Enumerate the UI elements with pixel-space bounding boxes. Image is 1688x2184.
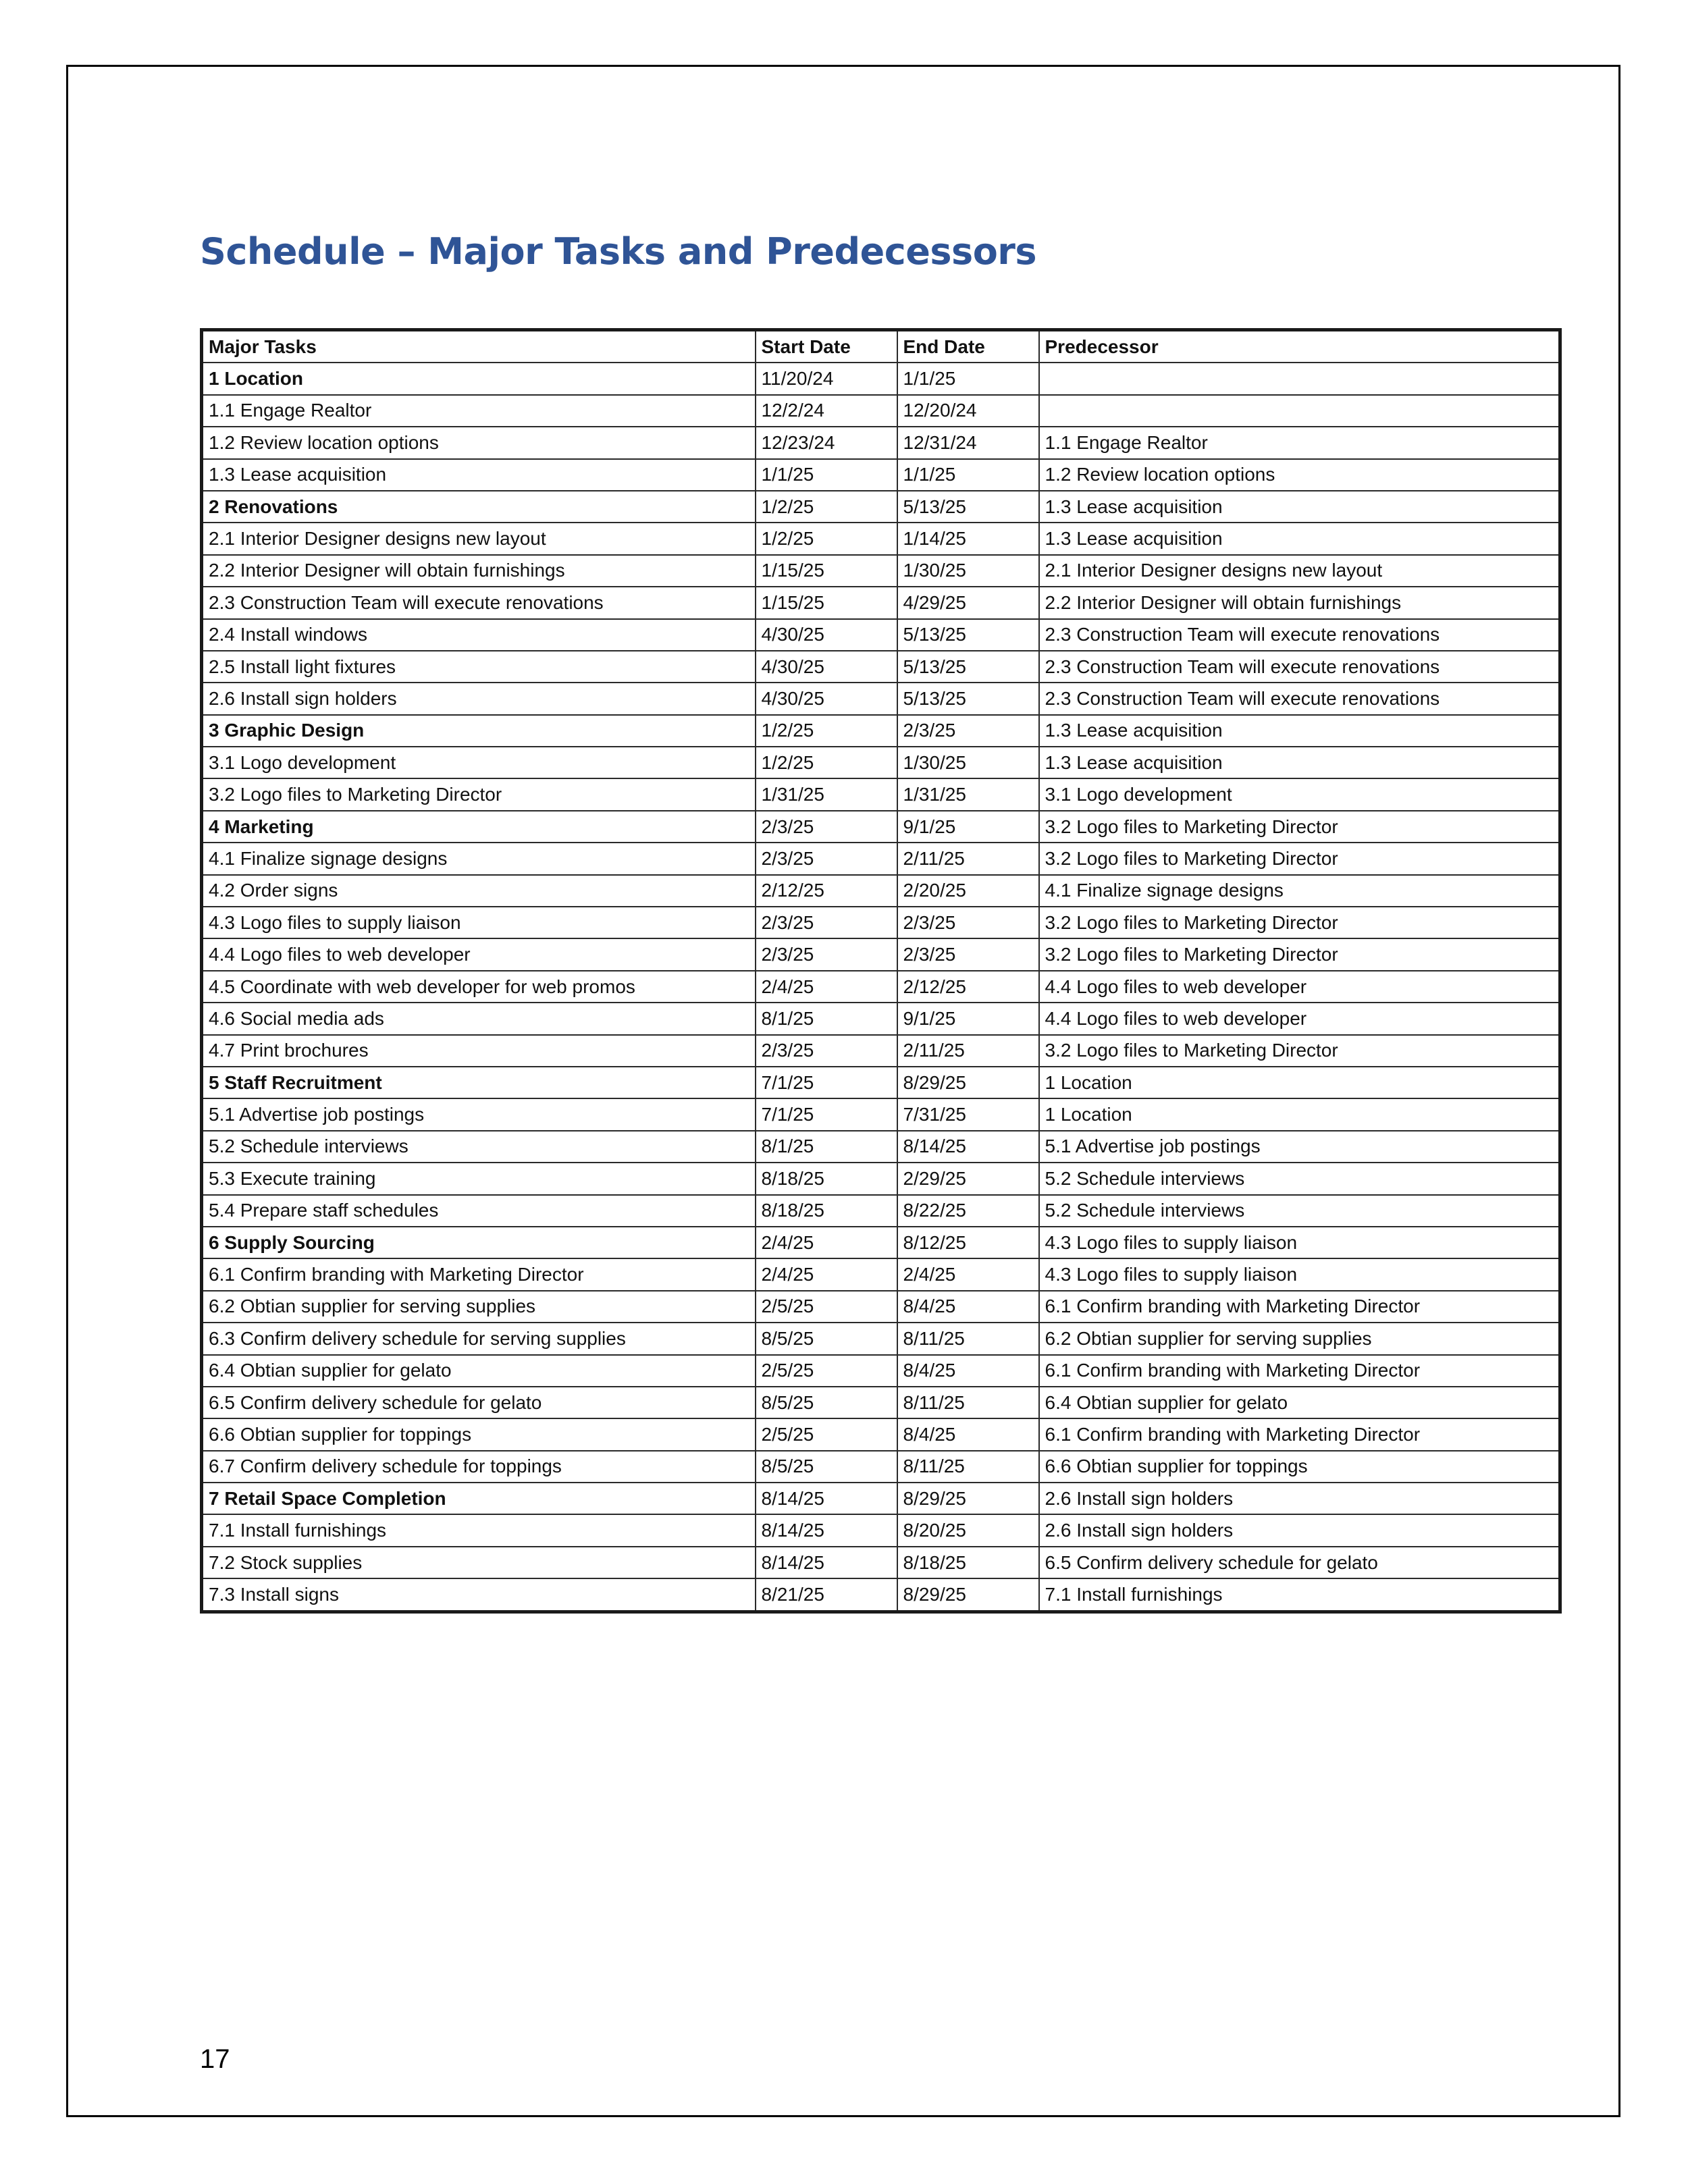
start-date-cell: 12/23/24 [756,427,897,458]
task-cell: 3.1 Logo development [202,747,756,778]
predecessor-cell: 2.6 Install sign holders [1039,1514,1560,1546]
end-date-cell: 1/31/25 [897,778,1039,810]
table-row [202,651,1560,683]
table-row [202,1131,1560,1163]
task-cell: 5.4 Prepare staff schedules [202,1195,756,1227]
start-date-cell: 2/5/25 [756,1291,897,1323]
table-row [202,1578,1560,1612]
table-row [202,907,1560,938]
task-cell: 4.5 Coordinate with web developer for web promos [202,971,756,1003]
end-date-cell: 8/11/25 [897,1323,1039,1354]
start-date-cell: 11/20/24 [756,363,897,394]
start-date-cell: 7/1/25 [756,1098,897,1130]
start-date-cell: 1/15/25 [756,587,897,618]
table-row [202,683,1560,714]
end-date-cell: 8/22/25 [897,1195,1039,1227]
predecessor-cell: 2.3 Construction Team will execute renovations [1039,651,1560,683]
start-date-cell: 8/1/25 [756,1003,897,1034]
task-cell: 3.2 Logo files to Marketing Director [202,778,756,810]
predecessor-cell: 4.1 Finalize signage designs [1039,875,1560,907]
end-date-cell: 8/29/25 [897,1578,1039,1612]
task-cell: 1 Location [202,363,756,394]
predecessor-cell [1039,395,1560,427]
task-cell: 2.5 Install light fixtures [202,651,756,683]
end-date-cell: 8/11/25 [897,1451,1039,1483]
predecessor-cell: 6.6 Obtian supplier for toppings [1039,1451,1560,1483]
table-row [202,778,1560,810]
task-cell: 5 Staff Recruitment [202,1067,756,1098]
table-row [202,1195,1560,1227]
table-row [202,395,1560,427]
end-date-cell: 2/12/25 [897,971,1039,1003]
end-date-cell: 8/4/25 [897,1418,1039,1450]
end-date-cell: 2/11/25 [897,843,1039,874]
predecessor-cell: 1.3 Lease acquisition [1039,491,1560,523]
table-row [202,1451,1560,1483]
table-row [202,1514,1560,1546]
start-date-cell: 8/18/25 [756,1195,897,1227]
table-row [202,459,1560,491]
predecessor-cell: 1.1 Engage Realtor [1039,427,1560,458]
predecessor-cell: 2.3 Construction Team will execute renovations [1039,683,1560,714]
predecessor-cell [1039,363,1560,394]
end-date-cell: 5/13/25 [897,683,1039,714]
task-cell: 6 Supply Sourcing [202,1227,756,1258]
predecessor-cell: 3.2 Logo files to Marketing Director [1039,843,1560,874]
end-date-cell: 9/1/25 [897,811,1039,843]
predecessor-cell: 1.3 Lease acquisition [1039,715,1560,747]
start-date-cell: 1/2/25 [756,747,897,778]
page-title: Schedule – Major Tasks and Predecessors [200,230,1037,273]
end-date-cell: 8/14/25 [897,1131,1039,1163]
start-date-cell: 8/21/25 [756,1578,897,1612]
end-date-cell: 8/29/25 [897,1483,1039,1514]
table-row [202,1003,1560,1034]
table-row [202,1355,1560,1387]
end-date-cell: 1/1/25 [897,459,1039,491]
table-row [202,1163,1560,1194]
end-date-cell: 4/29/25 [897,587,1039,618]
predecessor-cell: 4.3 Logo files to supply liaison [1039,1258,1560,1290]
task-cell: 7.1 Install furnishings [202,1514,756,1546]
table-header-row [202,330,1560,363]
table-row [202,1067,1560,1098]
table-row [202,1418,1560,1450]
task-cell: 6.5 Confirm delivery schedule for gelato [202,1387,756,1418]
start-date-cell: 1/2/25 [756,715,897,747]
task-cell: 2.4 Install windows [202,619,756,651]
task-cell: 2.2 Interior Designer will obtain furnishings [202,555,756,587]
start-date-cell: 8/14/25 [756,1483,897,1514]
task-cell: 4.2 Order signs [202,875,756,907]
start-date-cell: 4/30/25 [756,619,897,651]
end-date-cell: 8/29/25 [897,1067,1039,1098]
start-date-cell: 8/14/25 [756,1547,897,1578]
start-date-cell: 8/5/25 [756,1451,897,1483]
task-cell: 6.6 Obtian supplier for toppings [202,1418,756,1450]
predecessor-cell: 6.5 Confirm delivery schedule for gelato [1039,1547,1560,1578]
predecessor-cell: 1 Location [1039,1098,1560,1130]
end-date-cell: 5/13/25 [897,651,1039,683]
predecessor-cell: 2.2 Interior Designer will obtain furnishings [1039,587,1560,618]
start-date-cell: 4/30/25 [756,683,897,714]
start-date-cell: 2/5/25 [756,1355,897,1387]
predecessor-cell: 3.2 Logo files to Marketing Director [1039,1035,1560,1067]
task-cell: 6.7 Confirm delivery schedule for toppings [202,1451,756,1483]
start-date-cell: 2/4/25 [756,1258,897,1290]
page-number: 17 [200,2044,230,2074]
task-cell: 4.1 Finalize signage designs [202,843,756,874]
end-date-cell: 2/3/25 [897,938,1039,970]
start-date-cell: 2/4/25 [756,1227,897,1258]
start-date-cell: 8/18/25 [756,1163,897,1194]
table-row [202,747,1560,778]
start-date-cell: 2/3/25 [756,843,897,874]
predecessor-cell: 1.3 Lease acquisition [1039,747,1560,778]
end-date-cell: 12/31/24 [897,427,1039,458]
start-date-cell: 2/3/25 [756,938,897,970]
predecessor-cell: 6.2 Obtian supplier for serving supplies [1039,1323,1560,1354]
start-date-cell: 2/4/25 [756,971,897,1003]
end-date-cell: 5/13/25 [897,491,1039,523]
start-date-cell: 8/5/25 [756,1387,897,1418]
start-date-cell: 8/14/25 [756,1514,897,1546]
task-cell: 1.1 Engage Realtor [202,395,756,427]
start-date-cell: 1/15/25 [756,555,897,587]
start-date-cell: 8/1/25 [756,1131,897,1163]
start-date-cell: 1/31/25 [756,778,897,810]
table-row [202,491,1560,523]
task-cell: 4.6 Social media ads [202,1003,756,1034]
predecessor-cell: 5.2 Schedule interviews [1039,1195,1560,1227]
predecessor-cell: 4.4 Logo files to web developer [1039,1003,1560,1034]
start-date-cell: 2/5/25 [756,1418,897,1450]
task-cell: 1.3 Lease acquisition [202,459,756,491]
task-cell: 2.1 Interior Designer designs new layout [202,523,756,554]
end-date-cell: 7/31/25 [897,1098,1039,1130]
task-cell: 2.6 Install sign holders [202,683,756,714]
end-date-cell: 5/13/25 [897,619,1039,651]
end-date-cell: 8/4/25 [897,1291,1039,1323]
end-date-cell: 2/4/25 [897,1258,1039,1290]
task-cell: 4 Marketing [202,811,756,843]
predecessor-cell: 2.1 Interior Designer designs new layout [1039,555,1560,587]
start-date-cell: 1/2/25 [756,491,897,523]
table-row [202,587,1560,618]
task-cell: 6.1 Confirm branding with Marketing Director [202,1258,756,1290]
table-row [202,427,1560,458]
start-date-cell: 4/30/25 [756,651,897,683]
predecessor-cell: 5.1 Advertise job postings [1039,1131,1560,1163]
end-date-cell: 8/4/25 [897,1355,1039,1387]
table-row [202,619,1560,651]
end-date-cell: 2/20/25 [897,875,1039,907]
table-row [202,363,1560,394]
end-date-cell: 8/18/25 [897,1547,1039,1578]
task-cell: 4.7 Print brochures [202,1035,756,1067]
task-cell: 6.2 Obtian supplier for serving supplies [202,1291,756,1323]
task-cell: 2 Renovations [202,491,756,523]
predecessor-cell: 2.6 Install sign holders [1039,1483,1560,1514]
end-date-cell: 2/3/25 [897,907,1039,938]
predecessor-cell: 3.2 Logo files to Marketing Director [1039,811,1560,843]
start-date-cell: 1/2/25 [756,523,897,554]
column-header-predecessor: Predecessor [1039,330,1560,363]
end-date-cell: 1/30/25 [897,747,1039,778]
predecessor-cell: 1.3 Lease acquisition [1039,523,1560,554]
end-date-cell: 1/14/25 [897,523,1039,554]
predecessor-cell: 6.1 Confirm branding with Marketing Director [1039,1291,1560,1323]
task-cell: 4.4 Logo files to web developer [202,938,756,970]
predecessor-cell: 3.1 Logo development [1039,778,1560,810]
column-header-start-date: Start Date [756,330,897,363]
task-cell: 3 Graphic Design [202,715,756,747]
end-date-cell: 8/11/25 [897,1387,1039,1418]
table-row [202,555,1560,587]
end-date-cell: 1/1/25 [897,363,1039,394]
table-row [202,1547,1560,1578]
start-date-cell: 8/5/25 [756,1323,897,1354]
task-cell: 1.2 Review location options [202,427,756,458]
start-date-cell: 2/3/25 [756,1035,897,1067]
table-body [202,363,1560,1612]
predecessor-cell: 7.1 Install furnishings [1039,1578,1560,1612]
end-date-cell: 2/11/25 [897,1035,1039,1067]
start-date-cell: 1/1/25 [756,459,897,491]
table-row [202,1323,1560,1354]
end-date-cell: 9/1/25 [897,1003,1039,1034]
end-date-cell: 12/20/24 [897,395,1039,427]
start-date-cell: 2/3/25 [756,907,897,938]
predecessor-cell: 2.3 Construction Team will execute renovations [1039,619,1560,651]
table-row [202,1387,1560,1418]
end-date-cell: 8/12/25 [897,1227,1039,1258]
start-date-cell: 7/1/25 [756,1067,897,1098]
predecessor-cell: 6.1 Confirm branding with Marketing Director [1039,1355,1560,1387]
task-cell: 5.3 Execute training [202,1163,756,1194]
table-row [202,1098,1560,1130]
task-cell: 6.4 Obtian supplier for gelato [202,1355,756,1387]
column-header-end-date: End Date [897,330,1039,363]
task-cell: 5.1 Advertise job postings [202,1098,756,1130]
task-cell: 6.3 Confirm delivery schedule for serving supplies [202,1323,756,1354]
table-row [202,1291,1560,1323]
predecessor-cell: 6.1 Confirm branding with Marketing Director [1039,1418,1560,1450]
start-date-cell: 2/3/25 [756,811,897,843]
table-row [202,523,1560,554]
task-cell: 5.2 Schedule interviews [202,1131,756,1163]
task-cell: 4.3 Logo files to supply liaison [202,907,756,938]
table-row [202,938,1560,970]
predecessor-cell: 1 Location [1039,1067,1560,1098]
task-cell: 7.2 Stock supplies [202,1547,756,1578]
table-row [202,875,1560,907]
table-row [202,1035,1560,1067]
column-header-major-tasks: Major Tasks [202,330,756,363]
end-date-cell: 2/3/25 [897,715,1039,747]
schedule-table [200,328,1562,1614]
task-cell: 7 Retail Space Completion [202,1483,756,1514]
predecessor-cell: 6.4 Obtian supplier for gelato [1039,1387,1560,1418]
table-row [202,1483,1560,1514]
table-row [202,843,1560,874]
start-date-cell: 2/12/25 [756,875,897,907]
predecessor-cell: 5.2 Schedule interviews [1039,1163,1560,1194]
task-cell: 2.3 Construction Team will execute renovations [202,587,756,618]
predecessor-cell: 4.4 Logo files to web developer [1039,971,1560,1003]
predecessor-cell: 4.3 Logo files to supply liaison [1039,1227,1560,1258]
table-row [202,1258,1560,1290]
task-cell: 7.3 Install signs [202,1578,756,1612]
predecessor-cell: 3.2 Logo files to Marketing Director [1039,907,1560,938]
table-row [202,971,1560,1003]
end-date-cell: 8/20/25 [897,1514,1039,1546]
end-date-cell: 2/29/25 [897,1163,1039,1194]
table-row [202,715,1560,747]
table-row [202,1227,1560,1258]
start-date-cell: 12/2/24 [756,395,897,427]
table-row [202,811,1560,843]
end-date-cell: 1/30/25 [897,555,1039,587]
predecessor-cell: 3.2 Logo files to Marketing Director [1039,938,1560,970]
predecessor-cell: 1.2 Review location options [1039,459,1560,491]
